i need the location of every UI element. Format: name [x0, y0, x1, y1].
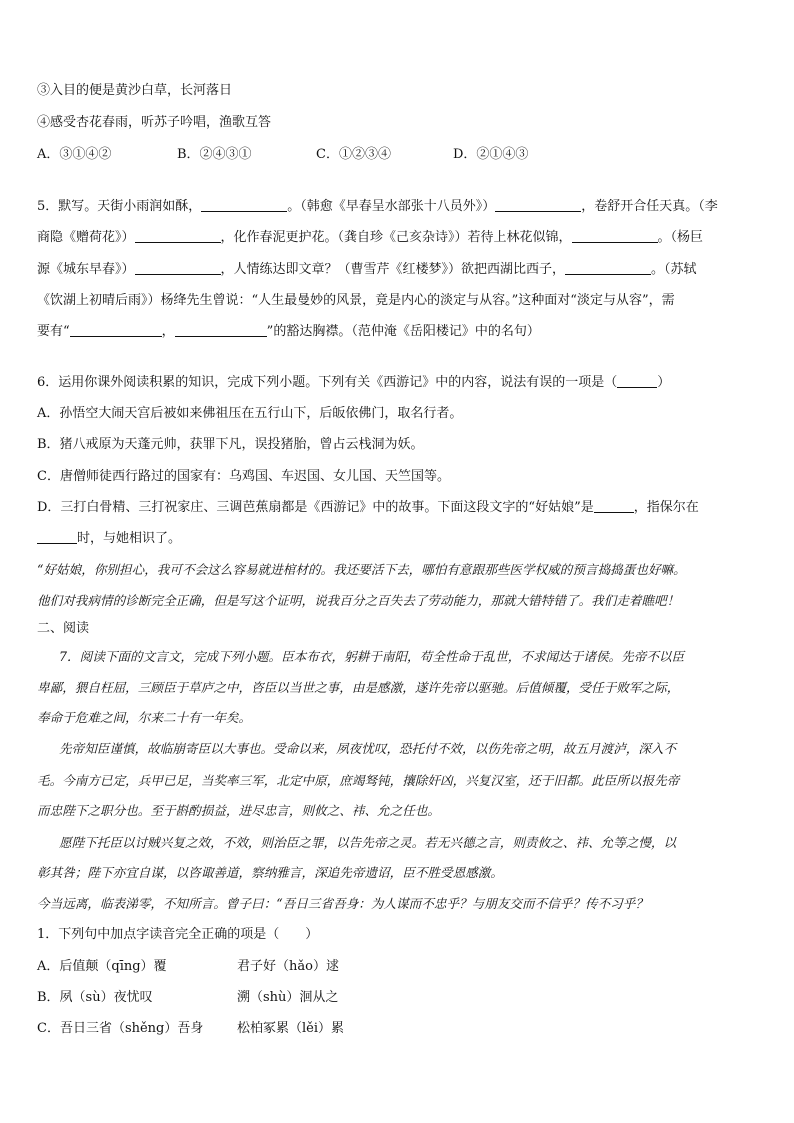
q5-text: 商隐《赠荷花》）	[37, 230, 135, 245]
q6-text: 时，与她相识了。	[77, 531, 182, 546]
q7-line-9: 今当远离，临表涕零，不知所言。曾子曰：“吾日三省吾身：为人谋而不忠乎？与朋友交而不信乎？传不习乎？	[37, 896, 648, 911]
q5-text: 。（杨巨	[657, 230, 704, 245]
q5-text: ，	[161, 324, 175, 339]
q6-option-d-cont	[37, 530, 181, 548]
q7-line-3: 奉命于危难之间，尔来二十有一年矣。	[37, 710, 252, 725]
choice-b: B．②④③①	[177, 147, 252, 162]
section-heading: 二、阅读	[37, 621, 90, 636]
answer-blank	[572, 229, 658, 243]
answer-blank	[135, 261, 221, 275]
answer-blank	[70, 323, 162, 337]
q6-option-a: A．孙悟空大闹天宫后被如来佛祖压在五行山下，后皈依佛门，取名行者。	[37, 406, 463, 421]
q5-text: 要有“	[37, 324, 70, 339]
q6-text: D．三打白骨精、三打祝家庄、三调芭蕉扇都是《西游记》中的故事。下面这段文字的“好姑娘”是	[37, 500, 594, 515]
choice-a: A．③①④②	[37, 147, 112, 162]
choice-c: C．①②③④	[316, 147, 391, 162]
q6-text: ，指保尔在	[633, 500, 699, 515]
answer-blank	[201, 198, 287, 212]
q5-text: 。（苏轼	[651, 262, 697, 277]
q6-text: ）	[657, 375, 671, 390]
q5-text: ，人情练达即文章？（曹雪芹《红楼梦》）欲把西湖比西子，	[220, 262, 566, 277]
q5-text: ”的豁达胸襟。（范仲淹《岳阳楼记》中的名句）	[266, 324, 540, 339]
q6-stem	[37, 374, 670, 392]
answer-blank	[135, 229, 221, 243]
q7-line-8: 彰其咎；陛下亦宜自谋，以咨诹善道，察纳雅言，深追先帝遗诏，臣不胜受恩感激。	[37, 865, 503, 880]
answer-blank	[495, 198, 581, 212]
q6-text: 6．运用你课外阅读积累的知识，完成下列小题。下列有关《西游记》中的内容，说法有误的一项是（	[37, 375, 618, 390]
q6-option-b: B．猪八戒原为天蓬元帅，获罪下凡，误投猪胎，曾占云栈洞为妖。	[37, 437, 424, 452]
q7-line-2: 卑鄙，猥自枉屈，三顾臣于草庐之中，咨臣以当世之事，由是感激，遂许先帝以驱驰。后值倾覆，受任于败军之际，	[37, 680, 680, 695]
q5-text: 源《城东早春》）	[37, 262, 135, 277]
sub1-option-a-right: 君子好（hǎo）逑	[237, 959, 339, 974]
answer-blank	[175, 323, 267, 337]
q5-line-2	[37, 229, 703, 247]
q7-line-6: 而忠陛下之职分也。至于斟酌损益，进尽忠言，则攸之、祎、允之任也。	[37, 803, 440, 818]
answer-blank	[565, 261, 651, 275]
quote-line-2: 他们对我病情的诊断完全正确，但是写这个证明，说我百分之百失去了劳动能力，那就大错特错了。我们走着瞧吧！	[37, 593, 680, 608]
option-line-4: ④感受杏花春雨，听苏子吟唱，渔歌互答	[37, 115, 272, 130]
q7-line-4: 先帝知臣谨慎，故临崩寄臣以大事也。受命以来，夙夜忧叹，恐托付不效，以伤先帝之明，故五月渡泸，深入不	[59, 741, 677, 756]
answer-blank	[37, 530, 77, 544]
q5-line-3	[37, 261, 697, 279]
sub1-option-b-right: 溯（shù）洄从之	[237, 990, 339, 1005]
q5-text: 。（韩愈《早春呈水部张十八员外》）	[287, 199, 496, 214]
q5-text: ，卷舒开合任天真。（李	[581, 199, 718, 214]
sub1-option-b-left: B．夙（sù）夜忧叹	[37, 990, 153, 1005]
q5-line-4: 《饮湖上初晴后雨》）杨绛先生曾说：“人生最曼妙的风景，竟是内心的淡定与从容。”这种面对“淡定与从容”，需	[37, 293, 675, 308]
q7-line-7: 愿陛下托臣以讨贼兴复之效，不效，则治臣之罪，以告先帝之灵。若无兴德之言，则责攸之、祎、允等之慢，以	[59, 835, 677, 850]
q5-text: ，化作春泥更护花。（龚自珍《己亥杂诗》）若待上林花似锦，	[220, 230, 572, 245]
answer-blank	[617, 374, 657, 388]
q5-line-1	[37, 198, 718, 216]
option-line-3: ③入目的便是黄沙白草，长河落日	[37, 83, 233, 98]
q7-line-5: 毛。今南方已定，兵甲已足，当奖率三军，北定中原，庶竭驽钝，攘除奸凶，兴复汉室，还于旧都。此臣所以报先帝	[37, 773, 680, 788]
q7-line-1: 7．阅读下面的文言文，完成下列小题。臣本布衣，躬耕于南阳，苟全性命于乱世，不求闻达于诸侯。先帝不以臣	[59, 649, 685, 664]
sub1-option-c-right: 松柏冢累（lěi）累	[237, 1021, 345, 1036]
choice-d: D．②①④③	[453, 147, 529, 162]
answer-blank	[594, 499, 634, 513]
sub1-option-a-left: A．后值颠（qīng）覆	[37, 959, 167, 974]
quote-line-1: “好姑娘，你别担心，我可不会这么容易就进棺材的。我还要活下去，哪怕有意跟那些医学权威的预言捣捣蛋也好嘛。	[37, 562, 686, 577]
q5-text: 5．默写。天街小雨润如酥，	[37, 199, 202, 214]
q6-option-c: C．唐僧师徒西行路过的国家有：乌鸡国、车迟国、女儿国、天竺国等。	[37, 469, 450, 484]
q6-option-d	[37, 499, 699, 517]
sub1-stem: 1．下列句中加点字读音完全正确的项是（ ）	[37, 927, 319, 942]
q5-line-5	[37, 323, 540, 341]
sub1-option-c-left: C．吾日三省（shěng）吾身	[37, 1021, 204, 1036]
